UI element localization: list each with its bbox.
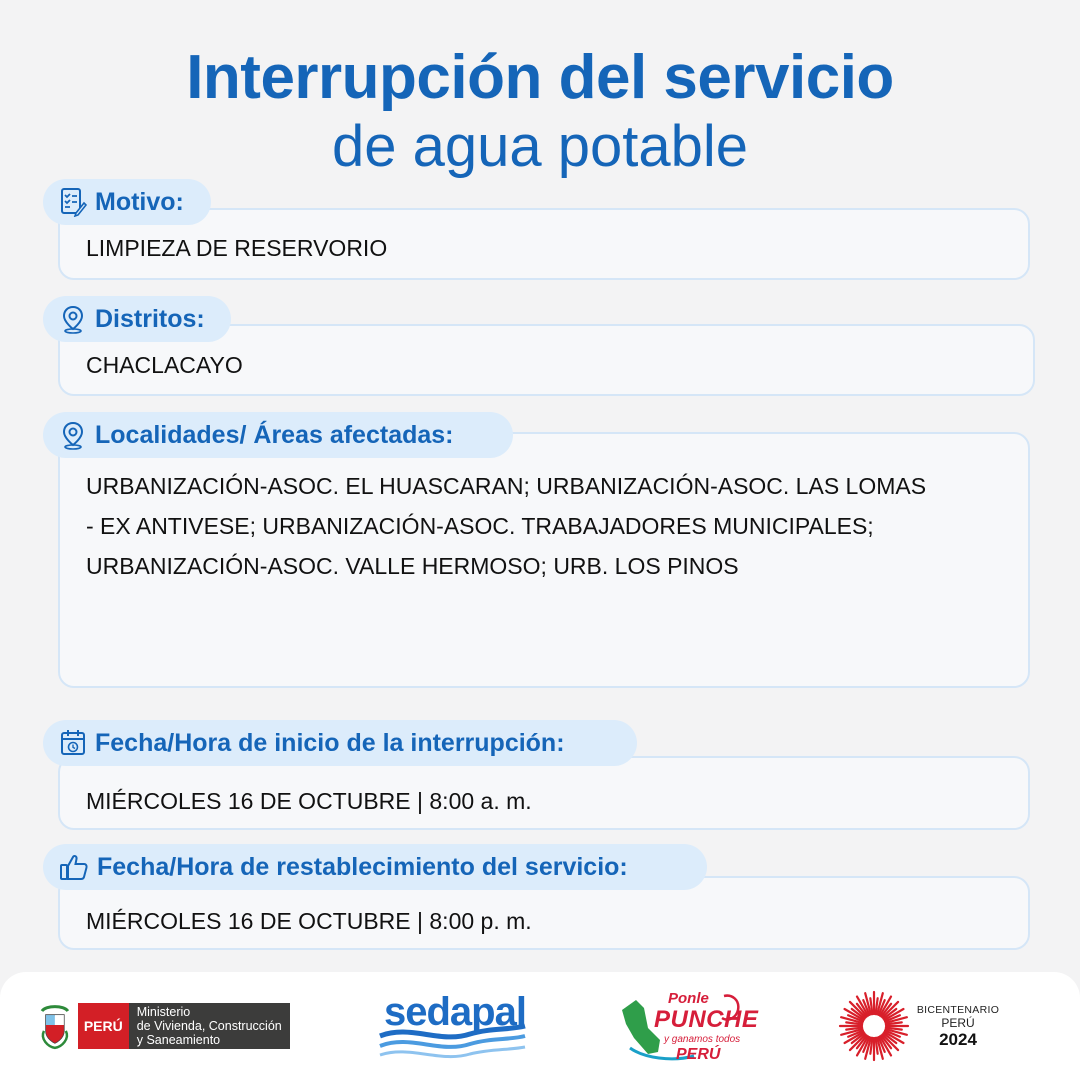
localidades-line: - EX ANTIVESE; URBANIZACIÓN-ASOC. TRABAJADORES MUNICIPALES;	[86, 513, 874, 539]
title-line-1: Interrupción del servicio	[186, 43, 894, 112]
restablecimiento-label-pill	[43, 844, 707, 890]
sedapal-logo-text: sedapal	[384, 990, 526, 1034]
page-title	[0, 42, 1080, 180]
inicio-value: MIÉRCOLES 16 DE OCTUBRE | 8:00 a. m.	[86, 788, 532, 814]
bicentenario-year: 2024	[939, 1030, 977, 1049]
title-line-2: de agua potable	[331, 114, 749, 179]
motivo-value: LIMPIEZA DE RESERVORIO	[86, 235, 388, 261]
localidades-text	[86, 466, 1006, 586]
bicentenario-label: BICENTENARIO	[916, 1004, 1000, 1016]
punche-text-tagline: y ganamos todos	[664, 1034, 741, 1045]
inicio-label-pill	[43, 720, 637, 766]
ministry-line: y Saneamiento	[136, 1033, 221, 1047]
distritos-value: CHACLACAYO	[86, 352, 243, 378]
punche-text-peru: PERÚ	[676, 1046, 721, 1063]
peru-tag: PERÚ	[78, 1003, 129, 1049]
motivo-box	[58, 208, 1030, 280]
inicio-label: Fecha/Hora de inicio de la interrupción:	[95, 728, 565, 757]
localidades-label-pill	[43, 412, 513, 458]
localidades-line: URBANIZACIÓN-ASOC. EL HUASCARAN; URBANIZACIÓN-ASOC. LAS LOMAS	[86, 473, 927, 499]
punche-text-ponle: Ponle	[668, 990, 709, 1007]
calendar-clock-icon	[59, 728, 87, 758]
restablecimiento-label: Fecha/Hora de restablecimiento del servicio:	[97, 852, 628, 881]
localidades-line: URBANIZACIÓN-ASOC. VALLE HERMOSO; URB. LOS PINOS	[86, 553, 739, 579]
distritos-label-pill	[43, 296, 231, 342]
localidades-box	[58, 432, 1030, 688]
ministerio-logo	[38, 1000, 290, 1052]
ministry-name	[129, 1003, 290, 1049]
punche-text-punche: PUNCHE	[654, 1006, 759, 1033]
bicentenario-country: PERÚ	[941, 1016, 975, 1030]
thumbs-up-icon	[59, 852, 89, 882]
coat-of-arms-icon	[38, 1001, 72, 1051]
motivo-label: Motivo:	[95, 187, 184, 216]
location-pin-icon	[59, 304, 87, 334]
ministry-line: Ministerio	[136, 1005, 191, 1019]
distritos-label: Distritos:	[95, 304, 205, 333]
location-pin-icon	[59, 420, 87, 450]
restablecimiento-value: MIÉRCOLES 16 DE OCTUBRE | 8:00 p. m.	[86, 908, 532, 934]
bicentenario-text	[914, 1004, 1002, 1050]
localidades-label: Localidades/ Áreas afectadas:	[95, 420, 454, 449]
ministry-line: de Vivienda, Construcción	[136, 1019, 282, 1033]
inicio-box	[58, 756, 1030, 830]
bicentenario-sun-icon	[836, 988, 912, 1064]
checklist-icon	[59, 187, 87, 217]
motivo-label-pill	[43, 179, 211, 225]
